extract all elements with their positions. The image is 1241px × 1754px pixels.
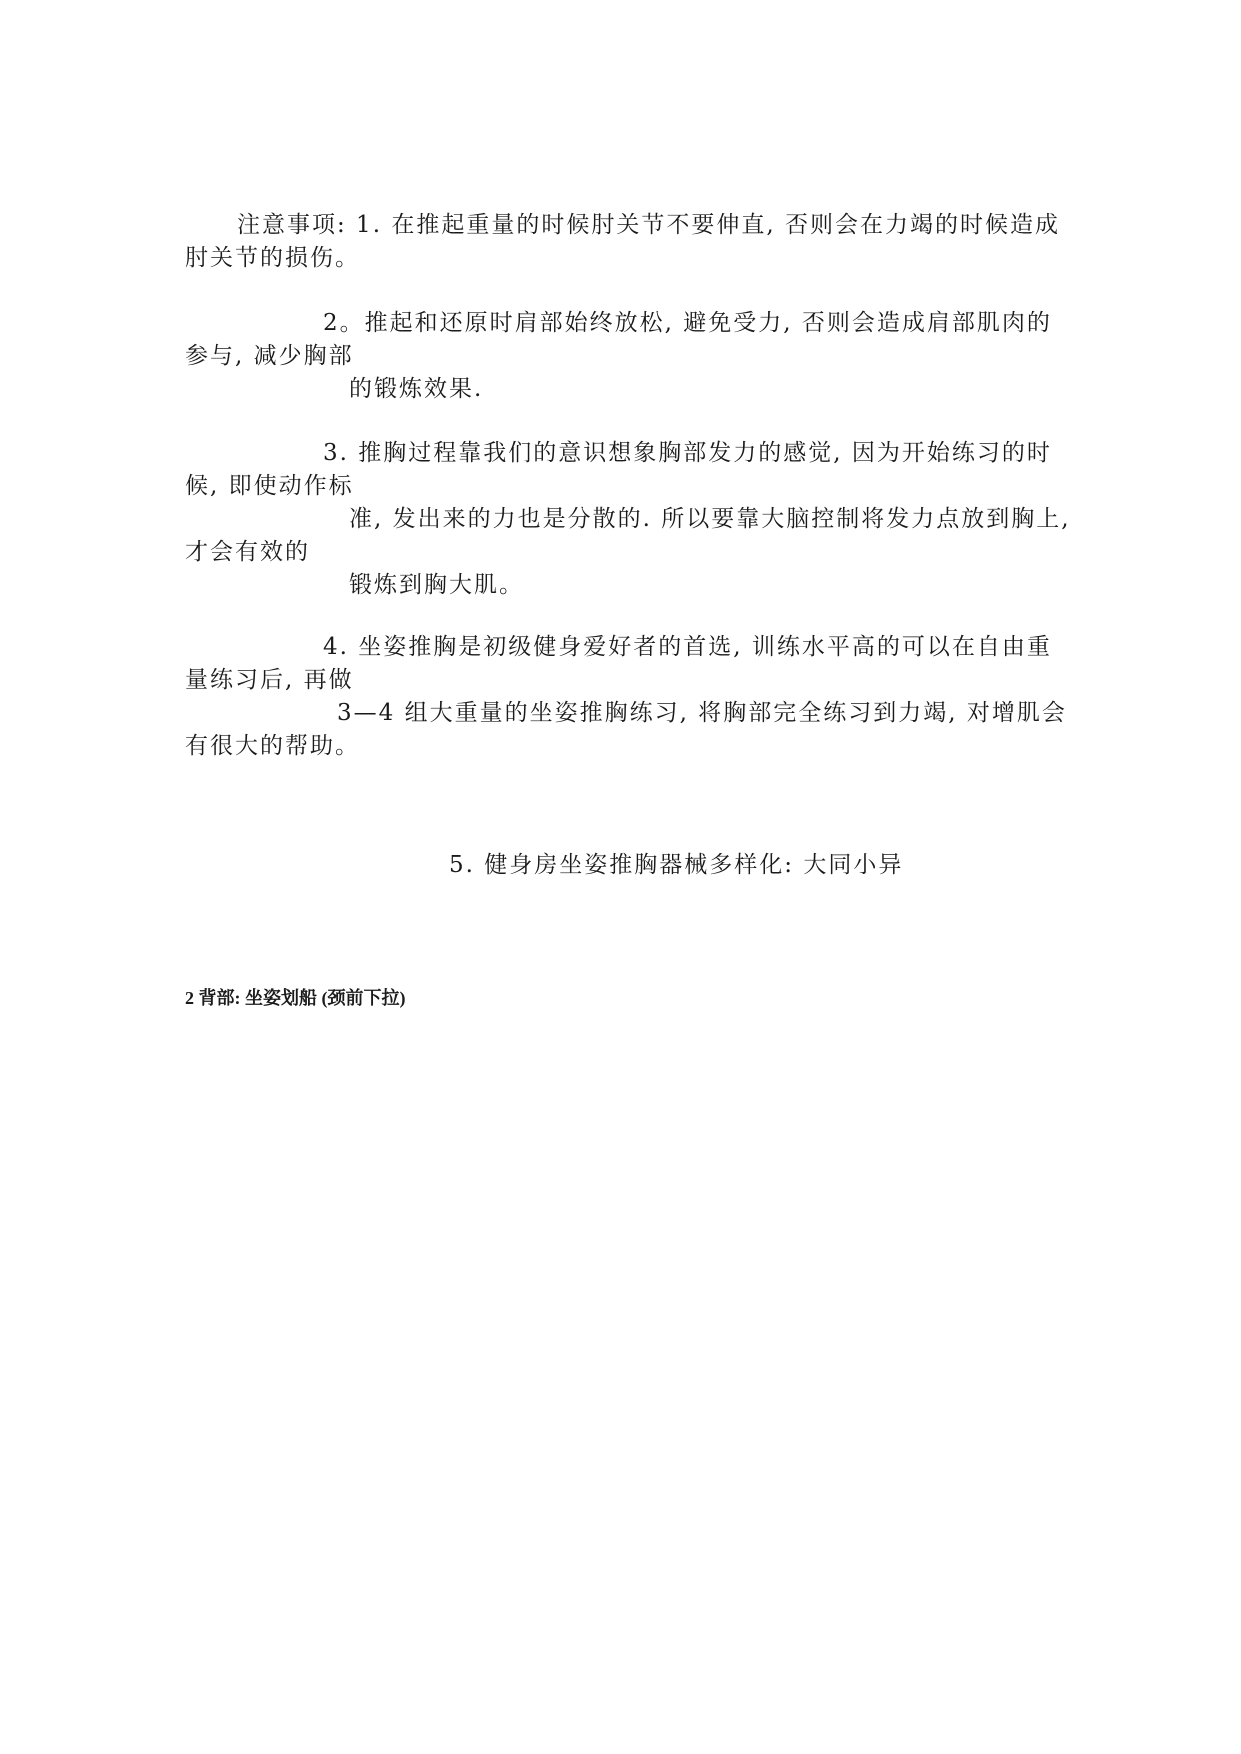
section-heading-back: 2 背部: 坐姿划船 (颈前下拉) bbox=[185, 988, 406, 1008]
note-4-line-2: 量练习后, 再做 bbox=[185, 667, 354, 693]
note-1-line-2: 肘关节的损伤。 bbox=[185, 245, 360, 271]
note-3-line-4: 才会有效的 bbox=[185, 539, 310, 565]
note-2-line-3: 的锻炼效果. bbox=[349, 376, 484, 402]
note-3-line-3: 准, 发出来的力也是分散的. 所以要靠大脑控制将发力点放到胸上, bbox=[349, 506, 1071, 532]
note-2-line-2: 参与, 减少胸部 bbox=[185, 343, 354, 369]
note-4-line-3: 3—4 组大重量的坐姿推胸练习, 将胸部完全练习到力竭, 对增肌会 bbox=[337, 700, 1067, 726]
note-3-line-2: 候, 即使动作标 bbox=[185, 473, 354, 499]
note-1-line-1: 注意事项: 1. 在推起重量的时候肘关节不要伸直, 否则会在力竭的时候造成 bbox=[237, 212, 1060, 238]
note-4-line-1: 4. 坐姿推胸是初级健身爱好者的首选, 训练水平高的可以在自由重 bbox=[323, 634, 1052, 660]
note-3-line-5: 锻炼到胸大肌。 bbox=[349, 572, 524, 598]
note-3-line-1: 3. 推胸过程靠我们的意识想象胸部发力的感觉, 因为开始练习的时 bbox=[323, 440, 1052, 466]
note-4-line-4: 有很大的帮助。 bbox=[185, 733, 360, 759]
note-5-caption: 5. 健身房坐姿推胸器械多样化: 大同小异 bbox=[449, 852, 904, 878]
note-2-line-1: 2。推起和还原时肩部始终放松, 避免受力, 否则会造成肩部肌肉的 bbox=[323, 310, 1052, 336]
